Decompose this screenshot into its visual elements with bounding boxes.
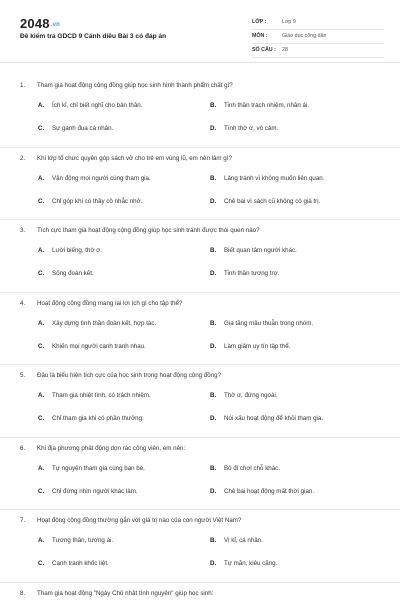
option-d[interactable]: [210, 270, 279, 277]
question-text: Tham gia hoạt động cộng đồng giúp học sinh hình thành phẩm chất gì?: [37, 82, 233, 89]
question-number: 7.: [20, 517, 26, 524]
option-text: Cạnh tranh khốc liệt.: [52, 560, 109, 567]
info-label: MÔN :: [252, 33, 268, 39]
question-list: [0, 74, 400, 600]
option-c[interactable]: [38, 198, 142, 205]
option-text: Chê bai hoạt động mất thời gian.: [224, 487, 315, 495]
option-b[interactable]: [210, 175, 324, 182]
info-value: 28: [282, 47, 288, 53]
option-letter: A.: [38, 174, 45, 182]
option-text: Chỉ đứng nhìn người khác làm.: [52, 487, 138, 495]
page-header: [0, 0, 400, 63]
option-text: Bỏ đi chơi chỗ khác.: [224, 464, 280, 472]
option-b[interactable]: [210, 392, 278, 399]
question-text: Hoạt động cộng đồng thường gắn với giá trị nào của con người Việt Nam?: [37, 517, 242, 524]
option-d[interactable]: [210, 560, 277, 567]
option-a[interactable]: [38, 102, 142, 109]
option-b[interactable]: [210, 320, 313, 327]
info-label: SỐ CÂU :: [252, 47, 276, 53]
question-number: 4.: [20, 299, 26, 307]
option-text: Ích kỉ, chỉ biết nghĩ cho bản thân.: [52, 102, 143, 109]
option-letter: B.: [210, 102, 217, 109]
logo-suffix: .vn: [50, 22, 61, 28]
question-text: Khi địa phương phát động dọn rác công viên, em nên:: [37, 444, 186, 452]
option-b[interactable]: [210, 537, 263, 544]
question-text: Khi lớp tổ chức quyên góp sách vở cho trẻ em vùng lũ, em nên làm gì?: [37, 154, 232, 162]
option-letter: A.: [38, 537, 45, 544]
option-text: Vị kỉ, cá nhân.: [224, 537, 263, 544]
option-text: Tự nguyện tham gia cùng bạn bè.: [52, 464, 145, 472]
option-d[interactable]: [210, 488, 314, 495]
info-value: Giáo dục công dân: [282, 33, 327, 39]
info-table: [252, 16, 384, 58]
logo-text: 2048: [20, 16, 50, 31]
question-number: 3.: [20, 227, 26, 234]
option-letter: D.: [210, 197, 217, 205]
option-text: Khiến mọi người cạnh tranh nhau.: [52, 342, 146, 350]
option-letter: A.: [38, 392, 45, 399]
question-stem: [20, 82, 384, 89]
option-text: Tương thân, tương ái.: [52, 537, 114, 544]
option-letter: C.: [38, 342, 45, 350]
option-a[interactable]: [38, 175, 151, 182]
option-a[interactable]: [38, 320, 156, 327]
divider: [0, 582, 400, 583]
option-letter: B.: [210, 392, 217, 399]
question-number: 5.: [20, 372, 26, 379]
option-a[interactable]: [38, 465, 145, 472]
question-stem: [20, 517, 384, 524]
question-item: [0, 437, 400, 510]
question-stem: [20, 155, 384, 162]
option-a[interactable]: [38, 537, 113, 544]
question-number: 6.: [20, 444, 26, 452]
option-text: Chỉ tham gia khi có phần thưởng.: [52, 415, 144, 422]
option-d[interactable]: [210, 343, 290, 350]
option-c[interactable]: [38, 488, 138, 495]
option-c[interactable]: [38, 343, 146, 350]
option-letter: C.: [38, 197, 45, 205]
option-letter: D.: [210, 125, 217, 132]
question-stem: [20, 445, 384, 452]
question-number: 1.: [20, 82, 26, 89]
option-letter: B.: [210, 464, 217, 472]
question-item: [0, 147, 400, 220]
option-letter: A.: [38, 102, 45, 109]
question-stem: [20, 300, 384, 307]
option-text: Sống đoàn kết.: [52, 270, 94, 277]
option-letter: C.: [38, 487, 45, 495]
option-letter: D.: [210, 560, 217, 567]
option-letter: D.: [210, 270, 217, 277]
option-letter: A.: [38, 319, 45, 327]
option-a[interactable]: [38, 392, 151, 399]
option-text: Tự mãn, kiêu căng.: [224, 560, 278, 567]
option-text: Lảng tránh vì không muốn liên quan.: [224, 174, 325, 182]
option-text: Xây dựng tình thần đoàn kết, hợp tác.: [52, 319, 157, 327]
option-text: Tham gia nhiệt tình, có trách nhiệm.: [52, 392, 151, 399]
site-logo[interactable]: [20, 16, 60, 31]
option-text: Thờ ơ, đứng ngoài.: [224, 392, 278, 399]
question-text: Hoạt động cộng đồng mang lại lợi ích gì cho tập thể?: [37, 299, 183, 307]
question-item: [0, 219, 400, 292]
info-row-subject: [252, 30, 384, 44]
option-text: Gia tăng mâu thuẫn trong nhóm.: [224, 319, 314, 327]
question-text: Đâu là biểu hiện tích cực của học sinh trong hoạt động cộng đồng?: [37, 372, 222, 379]
question-number: 2.: [20, 154, 26, 162]
option-text: Chê bai vì sách cũ không có giá trị.: [224, 197, 321, 205]
option-b[interactable]: [210, 465, 280, 472]
option-b[interactable]: [210, 247, 297, 254]
divider: [0, 147, 400, 148]
option-letter: B.: [210, 247, 217, 254]
option-letter: D.: [210, 415, 217, 422]
question-item: [0, 74, 400, 147]
document-title: Đề kiểm tra GDCD 9 Cánh diều Bài 3 có đáp án: [20, 33, 167, 40]
option-letter: A.: [38, 464, 45, 472]
option-c[interactable]: [38, 125, 113, 132]
option-d[interactable]: [210, 415, 323, 422]
info-label: LỚP :: [252, 19, 267, 25]
option-text: Tính thờ ơ, vô cảm.: [224, 125, 279, 132]
option-letter: C.: [38, 125, 45, 132]
option-text: Lười biếng, thờ ơ.: [52, 247, 103, 254]
question-item: [0, 582, 400, 600]
question-item: [0, 509, 400, 582]
option-letter: A.: [38, 247, 45, 254]
option-text: Tinh thần trách nhiệm, nhân ái.: [224, 102, 310, 109]
question-number: 8.: [20, 589, 26, 597]
option-text: Làm giảm uy tín tập thể.: [224, 342, 291, 350]
option-text: Sự ganh đua cá nhân.: [52, 125, 114, 132]
option-c[interactable]: [38, 270, 94, 277]
option-text: Nói xấu hoạt động để khỏi tham gia.: [224, 415, 324, 422]
option-text: Tinh thần tương trợ.: [224, 270, 280, 277]
option-letter: B.: [210, 319, 217, 327]
info-value: Lớp 9: [282, 19, 296, 25]
option-letter: C.: [38, 560, 45, 567]
option-a[interactable]: [38, 247, 102, 254]
option-letter: B.: [210, 537, 217, 544]
question-stem: [20, 227, 384, 234]
question-stem: [20, 590, 384, 597]
option-text: Vận động mọi người cùng tham gia.: [52, 174, 151, 182]
option-letter: C.: [38, 270, 45, 277]
question-text: Tích cực tham gia hoạt động cộng đồng giúp học sinh tránh được thói quen nào?: [37, 227, 260, 234]
option-letter: C.: [38, 415, 45, 422]
option-c[interactable]: [38, 560, 109, 567]
option-text: Biết quan tâm người khác.: [224, 247, 297, 254]
option-b[interactable]: [210, 102, 309, 109]
option-c[interactable]: [38, 415, 144, 422]
question-text: Tham gia hoạt động "Ngày Chủ nhật tình nguyện" giúp học sinh:: [37, 589, 214, 597]
option-letter: D.: [210, 342, 217, 350]
option-text: Chỉ góp khi có thầy cô nhắc nhở.: [52, 197, 143, 205]
option-d[interactable]: [210, 125, 278, 132]
question-item: [0, 292, 400, 365]
option-letter: B.: [210, 174, 217, 182]
question-item: [0, 364, 400, 437]
divider: [0, 219, 400, 220]
question-stem: [20, 372, 384, 379]
divider: [0, 509, 400, 510]
info-row-class: [252, 16, 384, 30]
option-d[interactable]: [210, 198, 320, 205]
info-row-count: [252, 44, 384, 58]
divider: [0, 364, 400, 365]
option-letter: D.: [210, 487, 217, 495]
divider: [0, 292, 400, 293]
divider: [0, 437, 400, 438]
